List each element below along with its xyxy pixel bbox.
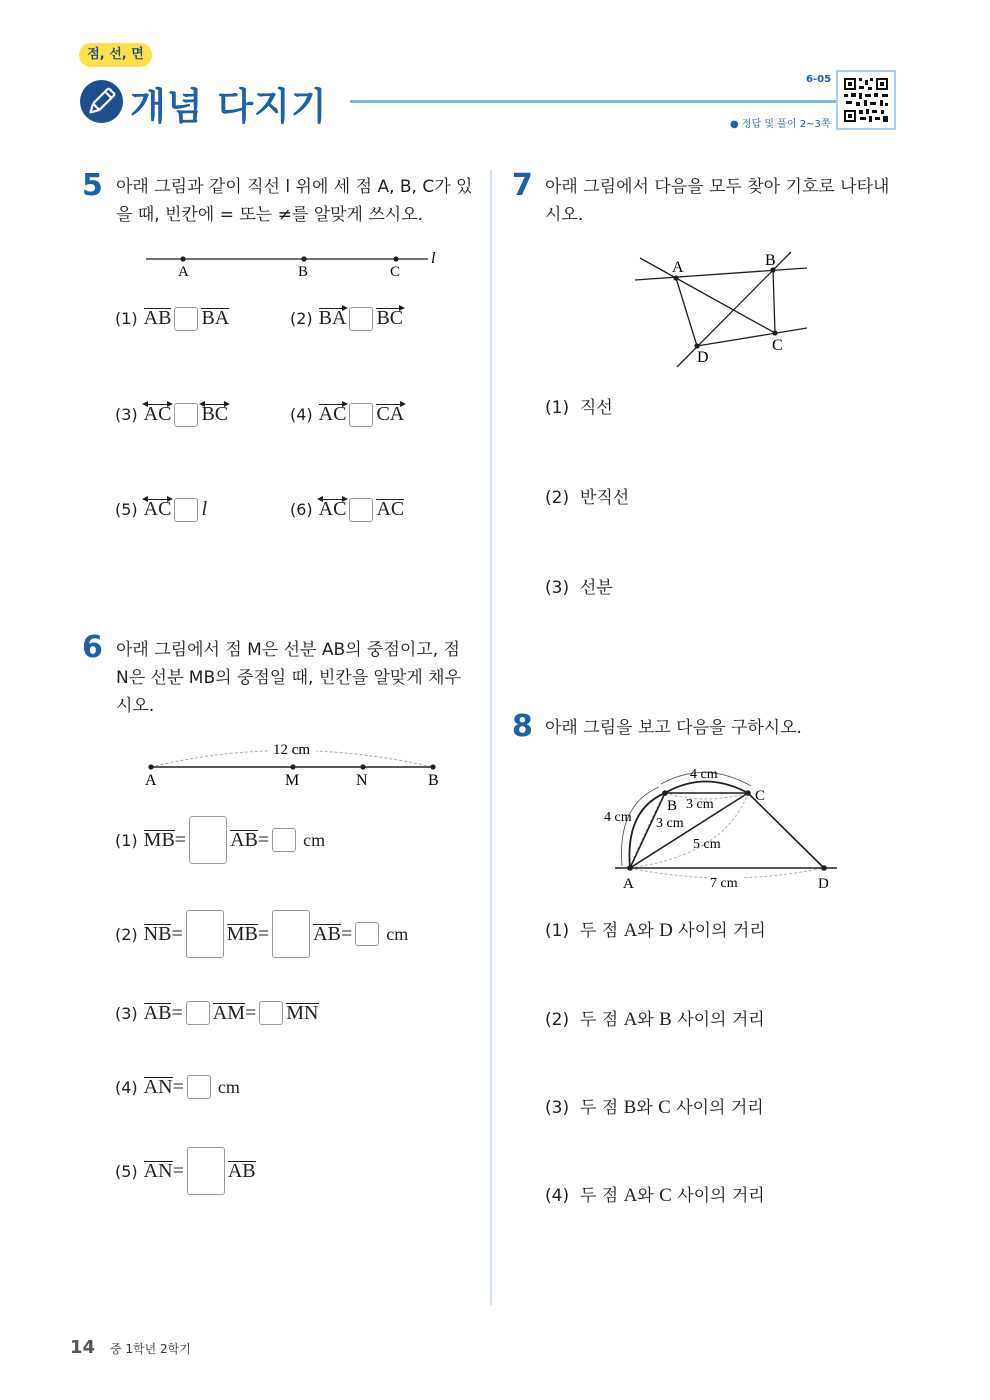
answer-box[interactable]: [349, 403, 373, 427]
q5-line-figure: [140, 245, 450, 285]
segment-cd: [748, 793, 824, 868]
line-l-symbol: l: [201, 498, 208, 520]
point-label-c: C: [390, 264, 401, 280]
q6-item-4: (4) AN = cm: [115, 1075, 240, 1098]
label-bc: 3 cm: [686, 797, 714, 812]
question-6-line-2: N은 선분 MB의 중점일 때, 빈칸을 알맞게 채우: [116, 668, 462, 688]
q7-figure: [625, 245, 815, 375]
label-arc-bc: 4 cm: [690, 767, 718, 782]
question-8-text: 아래 그림을 보고 다음을 구하시오.: [545, 718, 802, 738]
question-number-7: 7: [512, 168, 533, 203]
title-rule: [350, 100, 838, 103]
ray-ba: BA: [318, 307, 347, 329]
ray-ac: [640, 258, 775, 333]
q8-item-3: (3) 두 점 B와 C 사이의 거리: [545, 1097, 764, 1118]
q8-figure: [595, 760, 845, 895]
content-code: 6-05: [806, 74, 832, 85]
q5-item-6: (6) AC AC: [290, 498, 405, 520]
length-label: 12 cm: [273, 742, 311, 758]
segment-ab: AB: [313, 922, 341, 945]
point-label-d: D: [697, 349, 709, 366]
point-label-b: B: [428, 772, 439, 789]
question-number-6: 6: [82, 630, 103, 665]
segment-nb: NB: [143, 922, 172, 945]
question-6-line-1: 아래 그림에서 점 M은 선분 AB의 중점이고, 점: [116, 640, 460, 660]
label-ad: 7 cm: [710, 876, 738, 891]
segment-ab: AB: [143, 1001, 172, 1024]
answer-box[interactable]: [174, 307, 198, 331]
point-d: [694, 343, 699, 348]
answer-box[interactable]: [174, 403, 198, 427]
pencil-icon: [80, 80, 123, 123]
q6-item-2: (2) NB = MB = AB = cm: [115, 910, 408, 958]
question-7-line-2: 시오.: [545, 205, 584, 225]
segment-ac: AC: [376, 498, 405, 520]
point-b: [662, 790, 668, 796]
segment-ab: AB: [227, 1159, 256, 1182]
segment-ab: AB: [143, 307, 172, 329]
answer-box[interactable]: [186, 910, 224, 958]
q7-item-3: (3) 선분: [545, 578, 613, 598]
answer-box[interactable]: [272, 910, 310, 958]
line-label-l: l: [431, 250, 436, 267]
answer-box[interactable]: [187, 1075, 211, 1099]
segment-mb: MB: [226, 922, 258, 945]
point-label-c: C: [755, 788, 766, 804]
q8-item-4: (4) 두 점 A와 C 사이의 거리: [545, 1185, 765, 1206]
point-label-a: A: [672, 259, 684, 276]
label-arc-ab: 4 cm: [604, 810, 632, 825]
point-label-d: D: [818, 876, 829, 892]
qr-code-icon[interactable]: [836, 70, 896, 130]
question-7-line-1: 아래 그림에서 다음을 모두 찾아 기호로 나타내: [545, 177, 890, 197]
ray-ac: AC: [318, 403, 347, 425]
segment-an: AN: [143, 1159, 173, 1182]
point-m: [290, 764, 295, 769]
answer-box[interactable]: [174, 498, 198, 522]
q6-item-1: (1) MB = AB = cm: [115, 816, 325, 864]
answer-box[interactable]: [349, 307, 373, 331]
point-b: [301, 256, 306, 261]
answer-box[interactable]: [189, 816, 227, 864]
point-a: [627, 865, 633, 871]
point-a: [673, 275, 678, 280]
point-label-b: B: [765, 252, 776, 269]
question-5-line-2: 을 때, 빈칸에 = 또는 ≠를 알맞게 쓰시오.: [116, 205, 424, 225]
point-n: [360, 764, 365, 769]
point-d: [821, 865, 827, 871]
question-5-line-1: 아래 그림과 같이 직선 l 위에 세 점 A, B, C가 있: [116, 177, 473, 197]
segment-am: AM: [212, 1001, 245, 1024]
q5-item-3: (3) AC BC: [115, 403, 229, 425]
ray-bc: BC: [376, 307, 404, 329]
point-b: [430, 764, 435, 769]
segment-an: AN: [143, 1075, 173, 1098]
point-label-n: N: [356, 772, 368, 789]
page-number: 14: [70, 1337, 96, 1358]
segment-ab: AB: [230, 828, 258, 851]
point-label-a: A: [178, 264, 189, 280]
point-label-c: C: [772, 337, 783, 354]
label-ac: 5 cm: [693, 837, 721, 852]
point-label-a: A: [623, 876, 634, 892]
ray-ca: CA: [376, 403, 405, 425]
page-title: 개념 다지기: [130, 85, 328, 128]
q6-item-5: (5) AN = AB: [115, 1147, 256, 1195]
point-a: [180, 256, 185, 261]
column-divider: [490, 170, 492, 1305]
answer-box[interactable]: [187, 1147, 225, 1195]
answer-box[interactable]: [259, 1001, 283, 1025]
segment-bc: [773, 270, 775, 333]
q8-item-2: (2) 두 점 A와 B 사이의 거리: [545, 1009, 765, 1030]
arc-bc: [665, 782, 748, 794]
q5-item-2: (2) BA BC: [290, 307, 404, 329]
question-7-text: [545, 173, 915, 229]
question-6-text: [116, 636, 476, 720]
q7-item-1: (1) 직선: [545, 398, 613, 418]
segment-mb: MB: [143, 828, 175, 851]
q8-item-1: (1) 두 점 A와 D 사이의 거리: [545, 920, 766, 941]
footer-text: 중 1학년 2학기: [110, 1342, 191, 1356]
answer-box[interactable]: [272, 828, 296, 852]
q7-item-2: (2) 반직선: [545, 488, 630, 508]
point-a: [148, 764, 153, 769]
segment-ba: BA: [201, 307, 230, 329]
line-ac: AC: [143, 403, 172, 425]
answer-box[interactable]: [355, 922, 379, 946]
answer-reference: ● 정답 및 풀이 2~3쪽: [730, 119, 831, 130]
point-label-b: B: [667, 798, 678, 814]
line-ac: AC: [143, 498, 172, 520]
question-number-5: 5: [82, 168, 103, 203]
section-tag: 점, 선, 면: [79, 43, 152, 67]
answer-box[interactable]: [186, 1001, 210, 1025]
q5-item-1: (1) AB BA: [115, 307, 230, 329]
q5-item-5: (5) AC l: [115, 498, 208, 520]
point-label-m: M: [285, 772, 300, 789]
point-c: [772, 330, 777, 335]
point-label-a: A: [145, 772, 157, 789]
label-ab: 3 cm: [656, 816, 684, 831]
answer-box[interactable]: [349, 498, 373, 522]
point-c: [745, 790, 751, 796]
line-ac: AC: [318, 498, 347, 520]
point-c: [393, 256, 398, 261]
question-number-8: 8: [512, 709, 533, 744]
q5-item-4: (4) AC CA: [290, 403, 405, 425]
q6-item-3: (3) AB = AM = MN: [115, 1001, 319, 1024]
question-6-line-3: 시오.: [116, 696, 155, 716]
point-label-b: B: [298, 264, 309, 280]
q6-segment-figure: [140, 738, 450, 793]
question-5-text: [116, 173, 476, 229]
segment-mn: MN: [286, 1001, 319, 1024]
line-bc: BC: [201, 403, 229, 425]
